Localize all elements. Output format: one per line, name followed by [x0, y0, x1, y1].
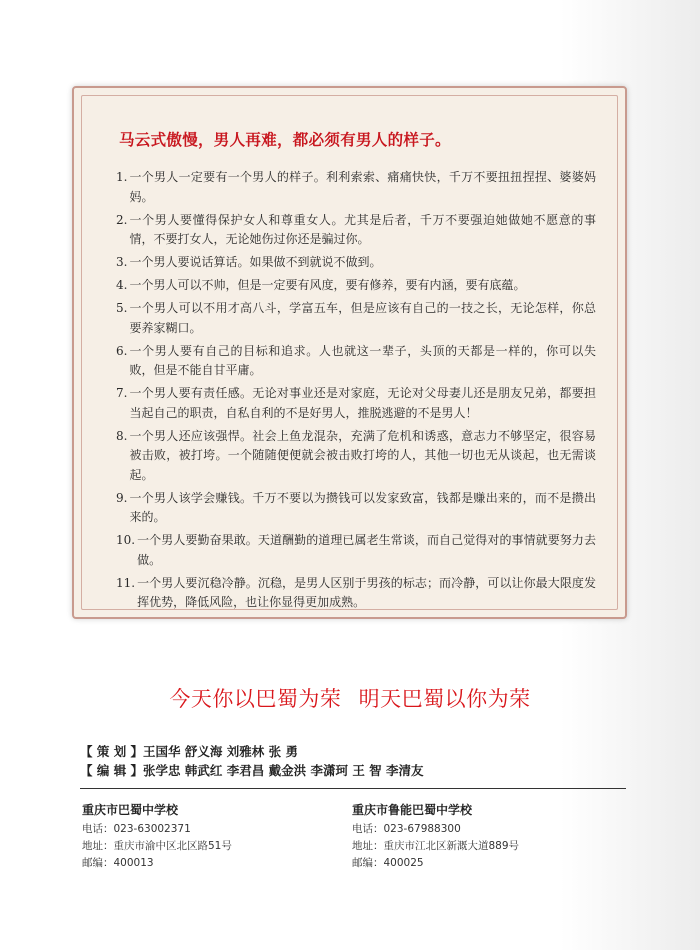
- rule-text: 一个男人还应该强悍。社会上鱼龙混杂，充满了危机和诱惑，意志力不够坚定，很容易被击败，被打垮。一个随随便便就会被击败打垮的人，其他一切也无从谈起，也无需谈起。: [129, 428, 596, 482]
- rule-text: 一个男人该学会赚钱。千万不要以为攒钱可以发家致富，钱都是赚出来的，而不是攒出来的。: [129, 490, 596, 524]
- list-item: [116, 384, 596, 423]
- card-title: 马云式傲慢，男人再难，都必须有男人的样子。: [119, 131, 451, 149]
- rule-text: 一个男人可以不用才高八斗，学富五车，但是应该有自己的一技之长，无论怎样，你总要养家糊口。: [129, 301, 596, 335]
- list-item: [116, 489, 596, 528]
- list-item: [116, 427, 596, 486]
- list-item: [116, 531, 596, 570]
- credits-block: [80, 742, 424, 780]
- school-name: 重庆市鲁能巴蜀中学校: [352, 803, 473, 817]
- rule-number: 10.: [116, 533, 136, 547]
- list-item: [116, 342, 596, 381]
- rule-text: 一个男人一定要有一个男人的样子。利利索索、痛痛快快，千万不要扭扭捏捏、婆婆妈妈。: [129, 170, 596, 204]
- school-name: 重庆市巴蜀中学校: [82, 803, 179, 817]
- rule-number: 1.: [116, 170, 128, 184]
- school-postcode: 邮编：400013: [82, 857, 154, 869]
- rule-text: 一个男人要有责任感。无论对事业还是对家庭，无论对父母妻儿还是朋友兄弟，都要担当起自己的职责，自私自利的不是好男人，推脱逃避的不是男人！: [129, 386, 596, 420]
- school-postcode: 邮编：400025: [352, 857, 424, 869]
- rule-text: 一个男人要沉稳冷静。沉稳，是男人区别于男孩的标志；而冷静，可以让你最大限度发挥优势，降低风险，也让你显得更加成熟。: [137, 575, 596, 609]
- rule-number: 5.: [116, 301, 128, 315]
- rule-text: 一个男人可以不帅，但是一定要有风度，要有修养，要有内涵，要有底蕴。: [129, 278, 526, 292]
- rule-text: 一个男人要懂得保护女人和尊重女人。尤其是后者，千万不要强迫她做她不愿意的事情，不要打女人，无论她伤过你还是骗过你。: [129, 212, 596, 246]
- school-phone: 电话：023-63002371: [82, 823, 191, 835]
- list-item: [116, 276, 596, 296]
- list-item: [116, 253, 596, 273]
- planning-credits: 【 策 划 】王国华 舒义海 刘雅林 张 勇: [80, 744, 298, 759]
- school-contact-right: [352, 802, 519, 872]
- editing-credits: 【 编 辑 】张学忠 韩武红 李君昌 戴金洪 李潇珂 王 智 李清友: [80, 763, 424, 778]
- rule-text: 一个男人要勤奋果敢。天道酬勤的道理已属老生常谈，而自己觉得对的事情就要努力去做。: [137, 533, 596, 567]
- rule-number: 6.: [116, 343, 128, 358]
- school-phone: 电话：023-67988300: [352, 823, 461, 835]
- rule-number: 9.: [116, 490, 128, 505]
- article-card: [72, 86, 627, 619]
- rule-number: 11.: [116, 575, 136, 590]
- school-slogan: 今天你以巴蜀为荣 明天巴蜀以你为荣: [169, 687, 531, 711]
- school-address: 地址：重庆市江北区新溉大道889号: [352, 840, 520, 852]
- rule-number: 3.: [116, 255, 128, 269]
- rule-text: 一个男人要说话算话。如果做不到就说不做到。: [129, 255, 382, 269]
- school-contact-left: [82, 802, 232, 872]
- rule-number: 4.: [116, 278, 128, 292]
- divider: [80, 788, 626, 789]
- rule-text: 一个男人要有自己的目标和追求。人也就这一辈子，头顶的天都是一样的，你可以失败，但是不能自甘平庸。: [129, 343, 596, 377]
- rules-list: [116, 168, 596, 616]
- rule-number: 2.: [116, 212, 128, 227]
- list-item: [116, 168, 596, 207]
- rule-number: 7.: [116, 386, 128, 400]
- list-item: [116, 574, 596, 613]
- school-address: 地址：重庆市渝中区北区路51号: [82, 840, 232, 852]
- list-item: [116, 211, 596, 250]
- rule-number: 8.: [116, 428, 128, 443]
- list-item: [116, 299, 596, 338]
